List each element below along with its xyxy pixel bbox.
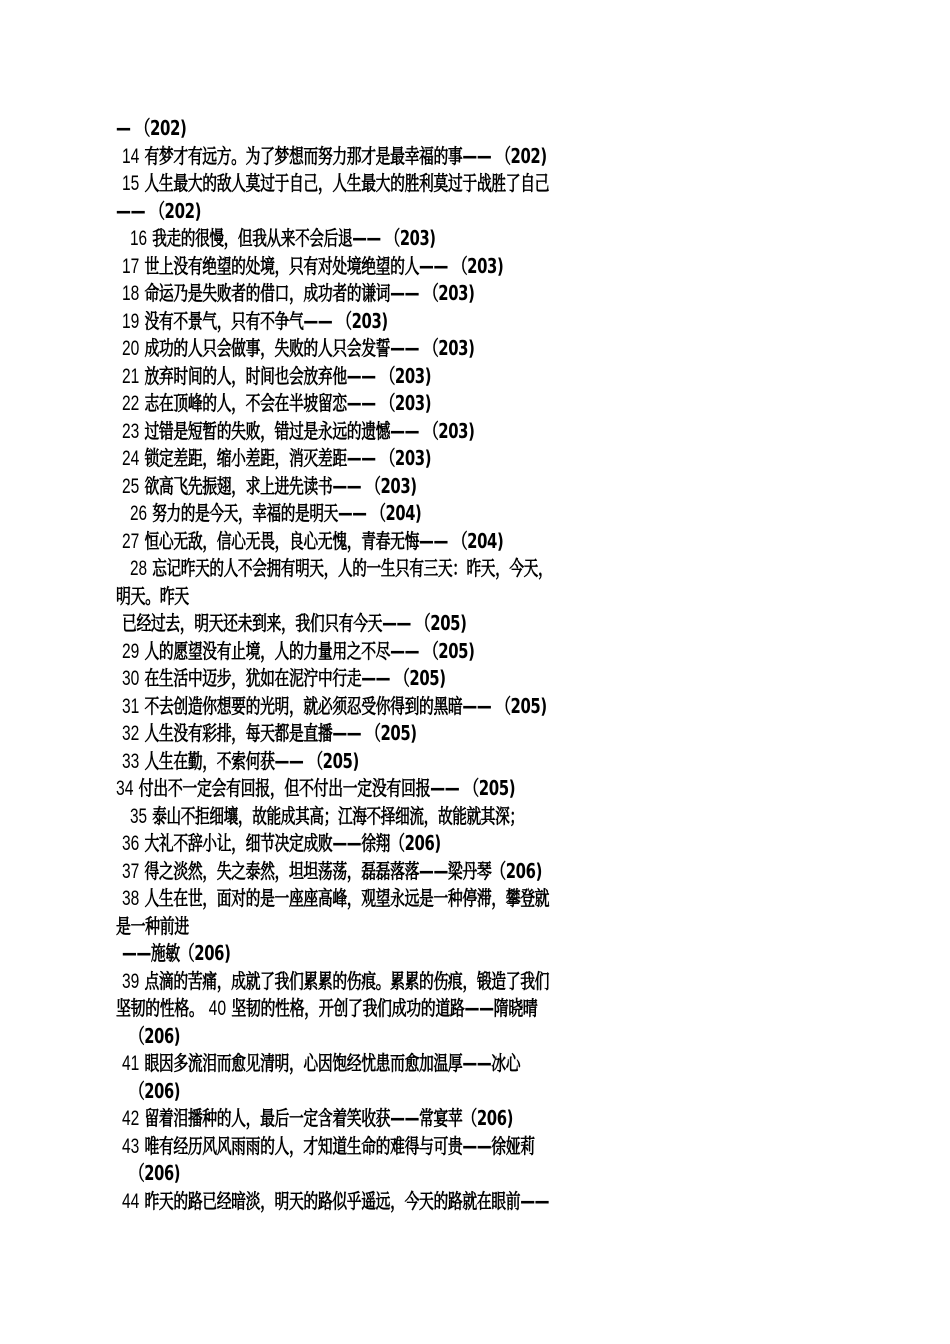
line-text: —— （202)	[116, 198, 202, 223]
line-text: 坚韧的性格，开创了我们成功的道路——隋晓晴	[231, 996, 538, 1020]
item-number: 27	[122, 529, 140, 553]
item-number: 43	[122, 1134, 140, 1158]
text-line	[122, 940, 826, 968]
item-number: 36	[122, 832, 140, 855]
item-number: 23	[122, 419, 140, 443]
line-text: 放弃时间的人，时间也会放弃他—— （203)	[144, 363, 432, 388]
line-text: 欲高飞先振翅，求上进先读书—— （203)	[144, 473, 417, 498]
line-text: 人生在世，面对的是一座座高峰，观望永远是一种停滞，攀登就	[144, 886, 550, 910]
line-text: 过错是短暂的失败，错过是永远的遗憾—— （203)	[144, 418, 475, 443]
text-line	[122, 610, 826, 638]
line-text: 唯有经历风风雨雨的人，才知道生命的难得与可贵——徐娅莉	[144, 1133, 535, 1158]
line-text: 留着泪播种的人，最后一定含着笑收获——常宴苹（206)	[144, 1106, 514, 1130]
item-number: 35	[130, 804, 148, 828]
item-number: 38	[122, 887, 140, 910]
text-line	[122, 720, 826, 748]
item-number: 30	[122, 667, 140, 690]
text-line	[122, 170, 826, 198]
line-text: 坚韧的性格。	[116, 996, 204, 1020]
line-text: 恒心无敌，信心无畏，良心无愧，青春无悔—— （204)	[144, 528, 504, 553]
text-line	[122, 693, 826, 721]
text-line	[116, 995, 826, 1023]
line-text: 付出不一定会有回报，但不付出一定没有回报—— （205)	[138, 776, 516, 800]
line-text: 人生最大的敌人莫过于自己，人生最大的胜利莫过于战胜了自己	[144, 171, 550, 195]
item-number: 40	[208, 997, 227, 1020]
text-line	[122, 418, 826, 446]
item-number: 37	[122, 859, 140, 883]
line-text: （206)	[130, 1023, 181, 1048]
item-number: 44	[122, 1189, 140, 1213]
item-number: 14	[122, 144, 140, 168]
line-text: 命运乃是失败者的借口，成功者的谦词—— （203)	[144, 281, 475, 305]
item-number: 25	[122, 474, 140, 498]
text-line	[130, 225, 826, 253]
text-line	[122, 1133, 826, 1161]
line-text: 在生活中迈步，犹如在泥泞中行走—— （205)	[144, 666, 446, 690]
line-text: 点滴的苦痛，成就了我们累累的伤痕。累累的伤痕，锻造了我们	[144, 968, 550, 993]
text-line	[130, 1160, 826, 1188]
line-text: 世上没有绝望的处境，只有对处境绝望的人—— （203)	[144, 253, 504, 278]
text-line	[122, 1188, 826, 1216]
text-line	[122, 335, 826, 363]
line-text: 有梦才有远方。为了梦想而努力那才是最幸福的事—— （202)	[144, 143, 547, 168]
text-line	[122, 858, 826, 886]
line-text: 志在顶峰的人，不会在半坡留恋—— （203)	[144, 391, 432, 415]
item-number: 24	[122, 447, 140, 470]
line-text: 不去创造你想要的光明，就必须忍受你得到的黑暗—— （205)	[144, 693, 547, 718]
text-line	[122, 143, 826, 171]
line-text: 昨天的路已经暗淡，明天的路似乎遥远，今天的路就在眼前——	[144, 1188, 550, 1213]
text-line	[122, 280, 826, 308]
item-number: 18	[122, 282, 140, 305]
line-text: 大礼不辞小让，细节决定成败——徐翔（206)	[144, 831, 441, 855]
text-line	[130, 555, 826, 583]
item-number: 21	[122, 364, 140, 388]
item-number: 28	[130, 557, 148, 580]
line-text: 锁定差距，缩小差距，消灭差距—— （203)	[144, 446, 432, 470]
item-number: 42	[122, 1107, 140, 1130]
text-line	[122, 253, 826, 281]
line-text: ——施敏（206)	[122, 941, 231, 965]
line-text: 已经过去，明天还未到来，我们只有今天—— （205)	[122, 611, 467, 635]
line-text: 得之淡然，失之泰然，坦坦荡荡，磊磊落落——梁丹琴（206)	[144, 858, 542, 883]
text-line	[130, 803, 826, 831]
item-number: 17	[122, 254, 140, 278]
line-text: 明天。昨天	[116, 583, 189, 608]
item-number: 16	[130, 227, 148, 250]
line-text: 眼因多流泪而愈见清明，心因饱经忧患而愈加温厚——冰心	[144, 1051, 521, 1075]
text-line	[130, 1023, 826, 1051]
line-text: 忘记昨天的人不会拥有明天，人的一生只有三天：昨天，今天，	[152, 556, 553, 580]
item-number: 34	[116, 777, 134, 800]
text-body	[0, 115, 950, 1215]
item-number: 39	[122, 969, 140, 993]
line-text: 没有不景气，只有不争气—— （203)	[144, 308, 388, 333]
line-text: （206)	[130, 1078, 181, 1103]
text-line	[122, 445, 826, 473]
item-number: 41	[122, 1052, 140, 1075]
line-text: 泰山不拒细壤，故能成其高；江海不择细流，故能就其深；	[152, 803, 524, 828]
text-line	[122, 1105, 826, 1133]
item-number: 32	[122, 722, 140, 745]
line-text: 成功的人只会做事，失败的人只会发誓—— （203)	[144, 336, 475, 360]
text-line	[116, 583, 826, 611]
line-text: （206)	[130, 1161, 181, 1185]
item-number: 19	[122, 309, 140, 333]
text-line	[122, 665, 826, 693]
line-text: — （202)	[116, 116, 187, 140]
text-line	[122, 1050, 826, 1078]
text-line	[116, 115, 826, 143]
item-number: 31	[122, 694, 140, 718]
item-number: 29	[122, 639, 140, 663]
item-number: 20	[122, 337, 140, 360]
text-line	[122, 363, 826, 391]
item-number: 26	[130, 502, 148, 525]
text-line	[122, 885, 826, 913]
text-line	[122, 528, 826, 556]
line-text: 是一种前进	[116, 913, 189, 938]
text-line	[116, 198, 826, 226]
text-line	[130, 1078, 826, 1106]
text-line	[122, 473, 826, 501]
line-text: 人生没有彩排，每天都是直播—— （205)	[144, 721, 417, 745]
text-line	[122, 968, 826, 996]
item-number: 33	[122, 749, 140, 773]
text-line	[122, 748, 826, 776]
text-line	[122, 308, 826, 336]
text-line	[116, 913, 826, 941]
line-text: 人的愿望没有止境，人的力量用之不尽—— （205)	[144, 638, 475, 663]
text-line	[122, 830, 826, 858]
text-line	[130, 500, 826, 528]
line-text: 努力的是今天，幸福的是明天—— （204)	[152, 501, 422, 525]
line-text: 人生在勤，不索何获—— （205)	[144, 748, 359, 773]
item-number: 15	[122, 172, 140, 195]
text-line	[122, 390, 826, 418]
text-line	[116, 775, 826, 803]
text-line	[122, 638, 826, 666]
item-number: 22	[122, 392, 140, 415]
line-text: 我走的很慢，但我从来不会后退—— （203)	[152, 226, 436, 250]
